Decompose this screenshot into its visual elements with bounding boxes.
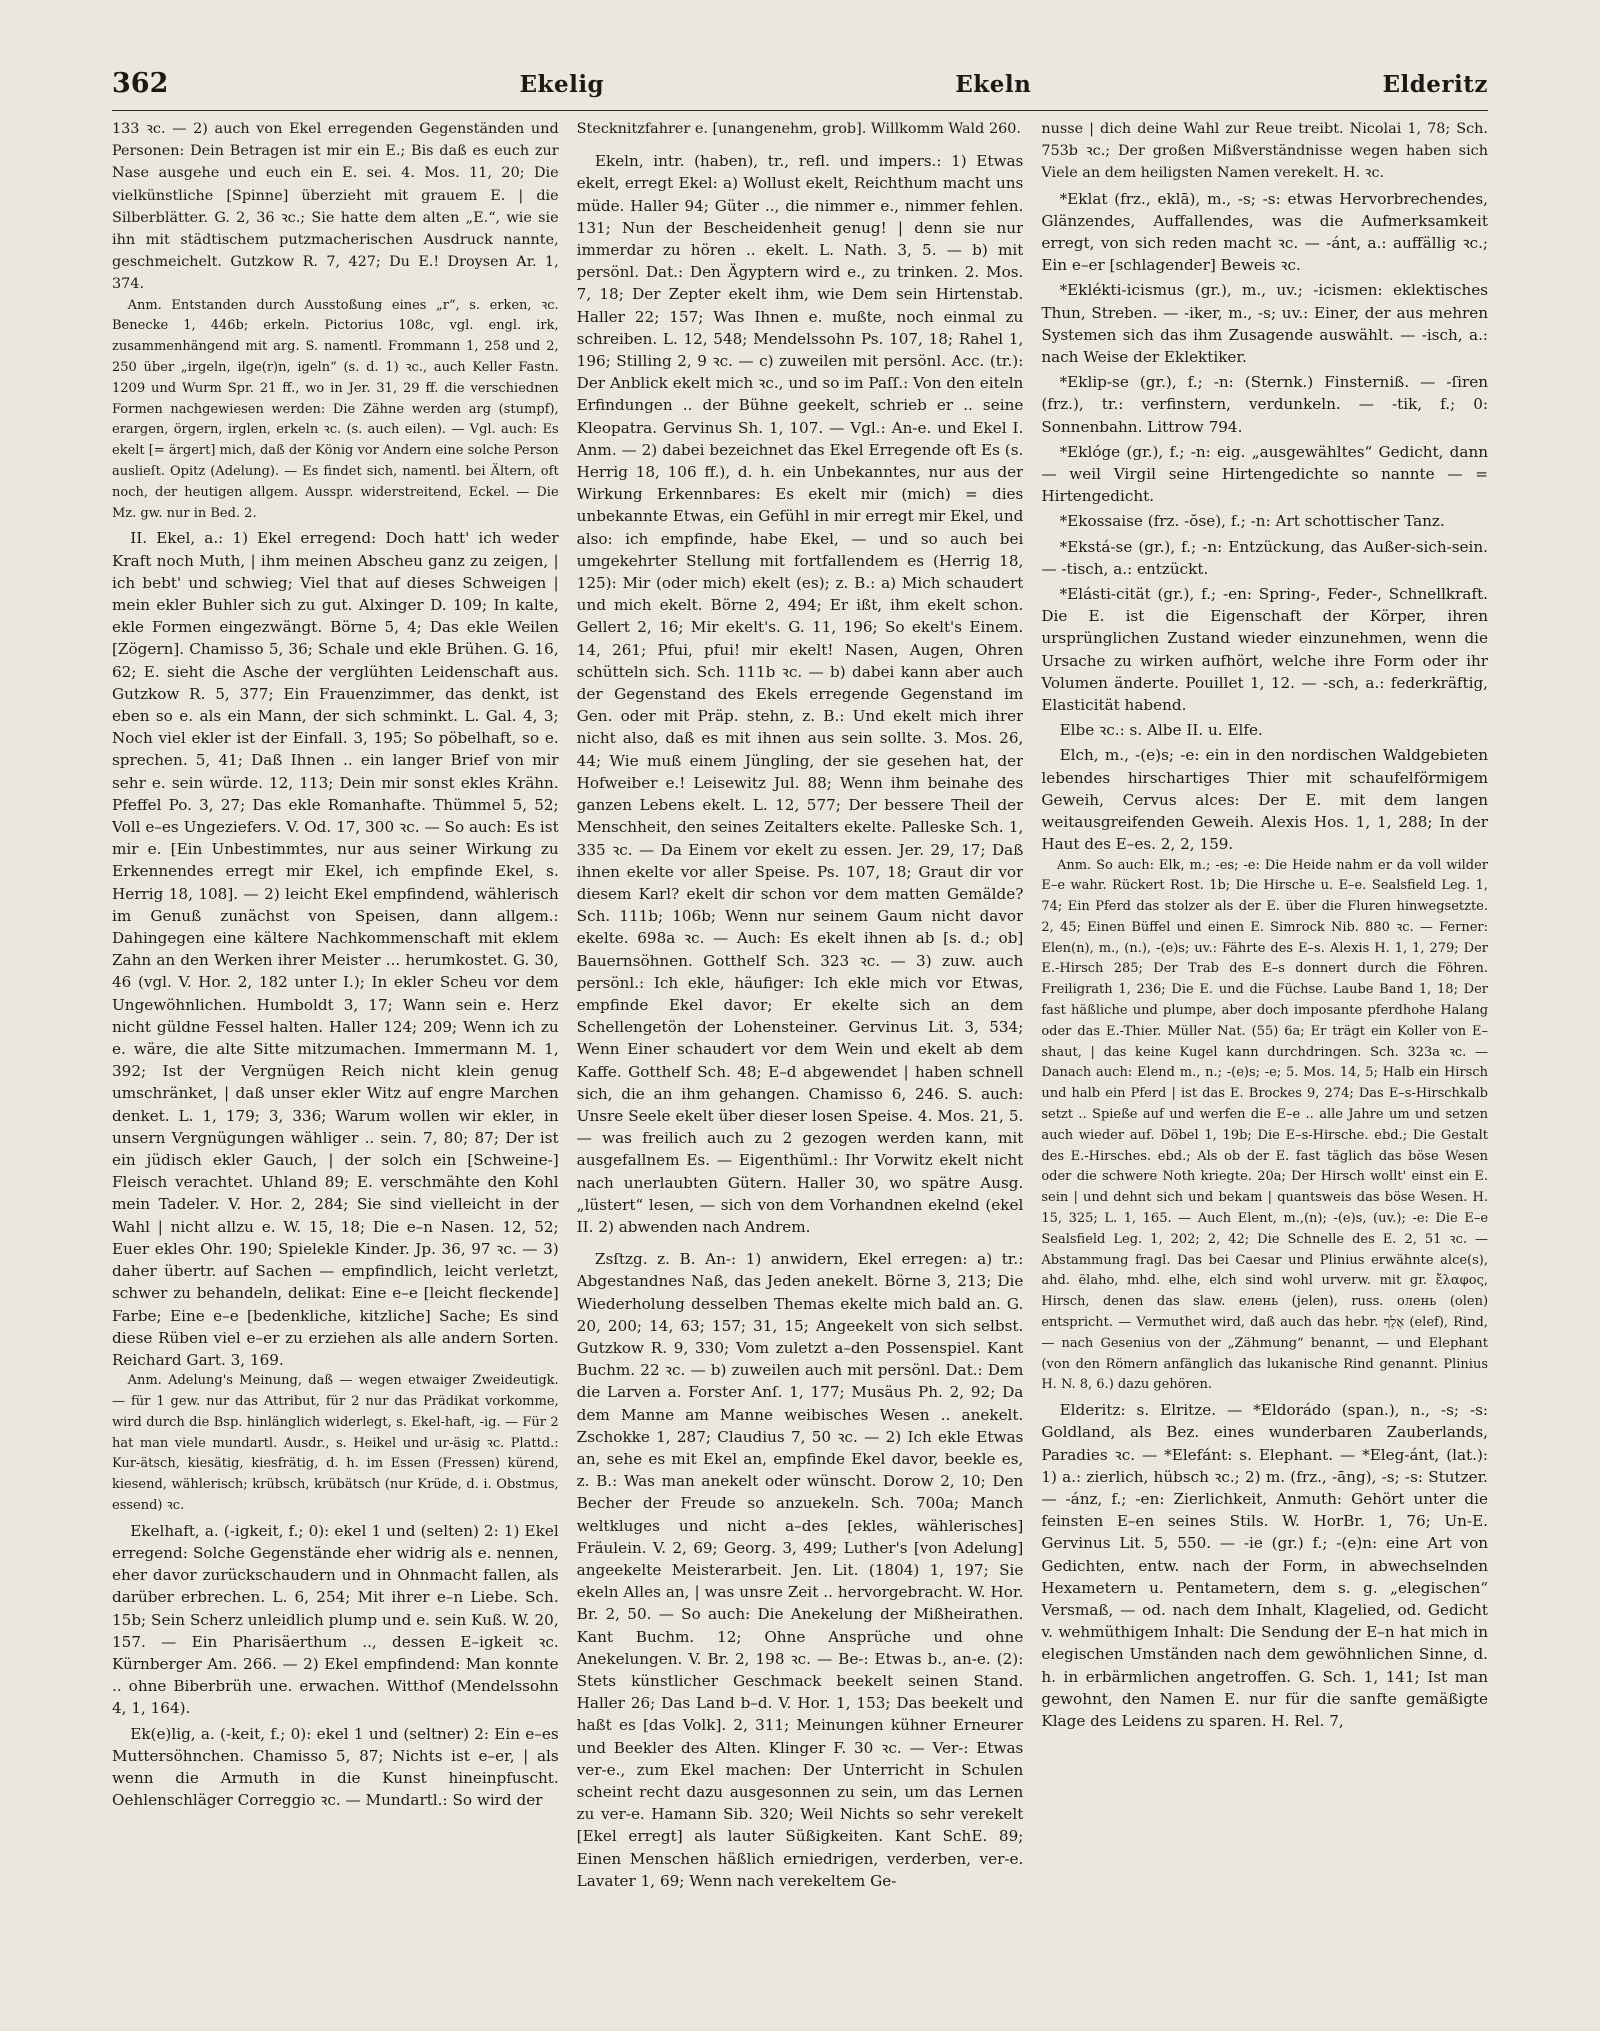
header-rule xyxy=(112,110,1488,111)
column-right xyxy=(1041,118,1488,2015)
column-middle xyxy=(577,118,1024,2015)
column-left xyxy=(112,118,559,2015)
right-catchword: Elderitz xyxy=(1382,71,1488,98)
annotation-paragraph: Anm. So auch: Elk, m.; -es; -e: Die Heide nahm er da voll wilder E–e wahr. Rückert Rost. 1b; Die Hirsche u. E–e. Sealsfield Leg. 1, 74; Ein Pferd das stolzer als der E. über die Fluren hinwegsetzte. 2, 45; Einen Büffel und einen E. Simrock Nib. 880 ꝛc. — Ferner: Elen(n), m., (n.), -(e)s; uv.: Fährte des E–s. Alexis H. 1, 1, 279; Der E.-Hirsch 285; Der Trab des E–s donnert durch die Föhren. Freiligrath 1, 236; Die E. und die Füchse. Laube Band 1, 18; Der fast häßliche und plumpe, aber doch imposante pferdhohe Halang oder das E.-Thier. Müller Nat. (55) 6a; Er trägt ein Koller von E–shaut, | das keine Kugel kann durchdringen. Sch. 323a ꝛc. — Danach auch: Elend m., n.; -(e)s; -e; 5. Mos. 14, 5; Halb ein Hirsch und halb ein Pferd | ist das E. Brockes 9, 274; Das E–s-Hirschkalb setzt .. Spieße auf und werfen die E–e .. alle Jahre um und setzen auch wieder auf. Döbel 1, 19b; Die E–s-Hirsche. ebd.; Die Gestalt des E.-Hirsches. ebd.; Als ob der E. fast täglich das böse Wesen oder die schwere Noth kriegte. 20a; Der Hirsch wollt' einst ein E. sein | und dehnt sich und bekam | quantsweis das böse Wesen. H. 15, 325; L. 1, 165. — Auch Elent, m.,(n); -(e)s, (uv.); -e: Die E–e Sealsfield Leg. 1, 202; 2, 42; Die Schnelle des E. 2, 51 ꝛc. — Abstammung fragl. Das bei Caesar und Plinius erwähnte alce(s), ahd. ëlaho, mhd. elhe, elch sind wohl urverw. mit gr. ἔλαφος, Hirsch, denen das slaw. елень (jelen), russ. олень (olen) entspricht. — Vermuthet wird, daß auch das hebr. אֶלֶף (elef), Rind, — nach Gesenius von der „Zähmung“ benannt, — und Elephant (von den Römern anfänglich das lukanische Rind genannt. Plinius H. N. 8, 6.) dazu gehören. xyxy=(1041,857,1489,1393)
left-catchword: Ekelig xyxy=(519,71,605,98)
entry-paragraph: Elderitz: s. Elritze. — *Eldorádo (span.), n., -s; -s: Goldland, als Bez. eines wunderbaren Zauberlands, Paradies ꝛc. — *Elefánt: s. Elephant. — *Eleg-ánt, (lat.): 1) a.: zierlich, hübsch ꝛc.; 2) m. (frz., -āng), -s; -s: Stutzer. — -ánz, f.; -en: Zierlichkeit, Anmuth: Gehört unter die feinsten E–en seines Stils. W. HorBr. 1, 76; Un-E. Gervinus Lit. 5, 550. — -ie (gr.) f.; -(e)n: eine Art von Gedichten, entw. nach der Form, in abwechselnden Hexametern u. Pentametern, dem s. g. „elegischen“ Versmaß, — od. nach dem Inhalt, Klagelied, od. Gedicht v. wehmüthigem Inhalt: Die Sendung der E–n hat mich in elegischen Umständen nach dem gewöhnlichen Sinne, d. h. in erbärmlichen angetroffen. G. Sch. 1, 141; Ist man gewohnt, den Namen E. nur für die sanfte gemäßigte Klage des Leidens zu sparen. H. Rel. 7, xyxy=(1041,1401,1489,1731)
entry-paragraph: *Eklóge (gr.), f.; -n: eig. „ausgewähltes“ Gedicht, dann — weil Virgil seine Hirtengedichte so nannte — = Hirtengedicht. xyxy=(1041,442,1489,506)
entry-paragraph: *Elásti-cität (gr.), f.; -en: Spring-, Feder-, Schnellkraft. Die E. ist die Eigenschaft der Körper, ihren ursprünglichen Zustand wieder einzunehmen, wenn die Ursache zu wirken aufhört, welche ihre Form oder ihr Volumen änderte. Pouillet 1, 12. — -sch, a.: federkräftig, Elasticität habend. xyxy=(1041,585,1489,715)
annotation-paragraph: Anm. Entstanden durch Ausstoßung eines „r“, s. erken, ꝛc. Benecke 1, 446b; erkeln. Pictorius 108c, vgl. engl. irk, zusammenhängend mit arg. S. namentl. Frommann 1, 258 und 2, 250 über „irgeln, ilge(r)n, igeln“ (s. d. 1) ꝛc., auch Keller Fastn. 1209 und Wurm Spr. 21 ff., wo in Jer. 31, 29 ff. die verschiednen Formen nachgewiesen werden: Die Zähne werden arg (stumpf), erargen, örgern, irglen, erkeln ꝛc. (s. auch eilen). — Vgl. auch: Es ekelt [= ärgert] mich, daß der König vor Andern eine solche Person auslieſt. Opitz (Adelung). — Es findet sich, namentl. bei Ältern, oft noch, der heutigen allgem. Ausspr. widerstreitend, Eckel. — Die Mz. gw. nur in Bed. 2. xyxy=(112,297,559,521)
center-catchword: Ekeln xyxy=(955,71,1032,98)
running-header xyxy=(112,68,1488,108)
entry-paragraph: Zsſtzg. z. B. An-: 1) anwidern, Ekel erregen: a) tr.: Abgestandnes Naß, das Jeden anekelt. Börne 3, 213; Die Wiederholung desselben Themas ekelte mich bald an. G. 20, 200; 14, 63; 157; 31, 15; Angeekelt von sich selbst. Gutzkow R. 9, 330; Vom zuletzt a–den Possenspiel. Kant Buchm. 22 ꝛc. — b) zuweilen auch mit persönl. Dat.: Dem die Larven a. Forster Anſ. 1, 177; Musäus Ph. 2, 92; Da dem Manne am Manne weibisches Wesen .. anekelt. Zschokke 1, 287; Claudius 7, 50 ꝛc. — 2) Ich ekle Etwas an, sehe es mit Ekel an, empfinde Ekel davor, beekle es, z. B.: Was man anekelt oder wünscht. Dorow 2, 10; Den Becher der Freude so anzuekeln. Sch. 700a; Manch weltkluges und nicht a–des [ekles, wählerisches] Fräulein. V. 2, 69; Georg. 3, 499; Luther's [von Adelung] angeekelte Meisterarbeit. Jen. Lit. (1804) 1, 197; Sie ekeln Alles an, | was unsre Zeit .. hervorgebracht. W. Hor. Br. 2, 50. — So auch: Die Anekelung der Mißheirathen. Kant Buchm. 12; Ohne Ansprüche und ohne Anekelungen. V. Br. 2, 198 ꝛc. — Be-: Etwas b., an-e. (2): Stets künstlicher Geschmack beekelt seinen Stand. Haller 26; Das Land b–d. V. Hor. 1, 153; Das beekelt und haßt es [das Volk]. 2, 311; Meinungen kühner Erneurer und Beekler des Alten. Klinger F. 30 ꝛc. — Ver-: Etwas ver-e., zum Ekel machen: Der Unterricht in Schulen scheint recht dazu ausgesonnen zu sein, um das Lernen zu ver-e. Hamann Sib. 320; Weil Nichts so sehr verekelt [Ekel erregt] als lauter Süßigkeiten. Kant SchE. 89; Einen Menschen häßlich erniedrigen, verderben, ver-e. Lavater 1, 69; Wenn nach verekeltem Ge- xyxy=(576,1250,1024,1890)
page-number: 362 xyxy=(112,68,169,99)
entry-paragraph: *Eklékti-icismus (gr.), m., uv.; -icismen: eklektisches Thun, Streben. — -iker, m., -s; uv.: Einer, der aus mehren Systemen sich das ihm Zusagende auswählt. — -isch, a.: nach Weise der Eklektiker. xyxy=(1041,281,1489,367)
annotation-paragraph: Anm. Adelung's Meinung, daß — wegen etwaiger Zweideutigk. — für 1 gew. nur das Attribut, für 2 nur das Prädikat vorkomme, wird durch die Bsp. hinlänglich widerlegt, s. Ekel-haft, -ig. — Für 2 hat man viele mundartl. Ausdr., s. Heikel und ur-äsig ꝛc. Plattd.: Kur-ätsch, kiesätig, kiesfrätig, d. h. im Essen (Fressen) kürend, kiesend, wählerisch; krübsch, krübätsch (nur Krüde, d. i. Obstmus, essend) ꝛc. xyxy=(112,1373,559,1513)
entry-paragraph: Stecknitzfahrer e. [unangenehm, grob]. Willkomm Wald 260. xyxy=(576,121,1021,137)
entry-paragraph: *Eklat (frz., eklā), m., -s; -s: etwas Hervorbrechendes, Glänzendes, Auffallendes, was die Aufmerksamkeit erregt, von sich reden macht ꝛc. — -ánt, a.: auffällig ꝛc.; Ein e–er [schlagender] Beweis ꝛc. xyxy=(1041,189,1489,275)
text-columns xyxy=(112,118,1488,2015)
entry-paragraph: 133 ꝛc. — 2) auch von Ekel erregenden Gegenständen und Personen: Dein Betragen ist mir ein E.; Bis daß es euch zur Nase ausgehe und euch ein E. sei. 4. Mos. 11, 20; Die vielkünstliche [Spinne] überzieht mit grauem E. | die Silberblätter. G. 2, 36 ꝛc.; Sie hatte dem alten „E.“, wie sie ihn mit städtischem putzmacherischen Ausdruck nannte, geschmeichelt. Gutzkow R. 7, 427; Du E.! Droysen Ar. 1, 374. xyxy=(112,121,559,293)
entry-paragraph: Elch, m., -(e)s; -e: ein in den nordischen Waldgebieten lebendes hirschartiges Thier mit schaufelförmigem Geweih, Cervus alces: Der E. mit dem langen weitausgreifenden Geweih. Alexis Hos. 1, 1, 288; In der Haut des E–es. 2, 2, 159. xyxy=(1041,746,1489,854)
entry-paragraph: Ekeln, intr. (haben), tr., refl. und impers.: 1) Etwas ekelt, erregt Ekel: a) Wollust ekelt, Reichthum macht uns müde. Haller 94; Güter .., die nimmer e., nimmer fehlen. 131; Nun der Bescheidenheit genug! | denn sie nur immerdar zu hören .. ekelt. L. Nath. 3, 5. — b) mit persönl. Dat.: Den Ägyptern wird e., zu trinken. 2. Mos. 7, 18; Der Zepter ekelt ihm, wie Dem sein Hirtenstab. Haller 22; 157; Was Ihnen e. mußte, noch einmal zu schreiben. L. 12, 548; Mendelssohn Ps. 107, 18; Rahel 1, 196; Stilling 2, 9 ꝛc. — c) zuweilen mit persönl. Acc. (tr.): Der Anblick ekelt mich ꝛc., und so im Paſſ.: Von den eiteln Erfindungen .. der Bühne geekelt, schrieb er .. seine Kleopatra. Gervinus Sh. 1, 107. — Vgl.: An-e. und Ekel I. Anm. — 2) dabei bezeichnet das Ekel Erregende oft Es (s. Herrig 18, 106 ff.), d. h. ein Unbekanntes, nur aus der Wirkung Erkennbares: Es ekelt mir (mich) = dies unbekannte Etwas, ein Gefühl in mir erregt mir Ekel, und also: ich empfinde, habe Ekel, — und so auch bei umgekehrter Stellung mit fortfallendem es (Herrig 18, 125): Mir (oder mich) ekelt (es); z. B.: a) Mich schaudert und mich ekelt. Börne 2, 494; Er ißt, ihm ekelt schon. Gellert 2, 16; Mir ekelt's. G. 11, 196; So ekelt's Einem. 14, 261; Pfui, pfui! mir ekelt! Nasen, Augen, Ohren schütteln sich. Sch. 111b ꝛc. — b) dabei kann aber auch der Gegenstand des Ekels erregende Gegenstand im Gen. oder mit Präp. stehn, z. B.: Und ekelt mich ihrer nicht also, daß es mit ihnen aus sein sollte. 3. Mos. 26, 44; Wie muß einem Jüngling, der sie gesehen hat, der Hofweiber e.! Leisewitz Jul. 88; Wenn ihm beinahe des ganzen Lebens ekelt. L. 12, 577; Der bessere Theil der Menschheit, den seines Zeitalters ekelte. Palleske Sch. 1, 335 ꝛc. — Da Einem vor ekelt zu essen. Jer. 29, 17; Daß ihnen ekelte vor aller Speise. Ps. 107, 18; Graut dir vor diesem Karl? ekelt dir schon vor dem matten Gemälde? Sch. 111b; 106b; Wenn nur seinem Gaum nicht davor ekelte. 698a ꝛc. — Auch: Es ekelt ihnen ab [s. d.; ob] Bauernsöhnen. Gotthelf Sch. 323 ꝛc. — 3) zuw. auch persönl.: Ich ekle, häufiger: Ich ekle mich vor Etwas, empfinde Ekel davor; Er ekelte sich an dem Schellengetön der Lohensteiner. Gervinus Lit. 3, 534; Wenn Einer schaudert vor dem Wein und ekelt ab dem Kaffe. Gotthelf Sch. 48; E–d abgewendet | haben schnell sich, die an ihm gehangen. Chamisso 6, 246. S. auch: Unsre Seele ekelt über dieser losen Speise. 4. Mos. 21, 5. — was freilich auch zu 2 gezogen werden kann, mit ausgefallnem Es. — Eigenthüml.: Ihr Vorwitz ekelt nicht nach unerlaubten Gütern. Haller 30, wo spätre Ausg. „lüstert“ lesen, — sich von dem Vorhandnen ekelnd (ekel II. 2) abwenden nach Andrem. xyxy=(576,152,1024,1236)
entry-paragraph: Ek(e)lig, a. (-keit, f.; 0): ekel 1 und (seltner) 2: Ein e–es Muttersöhnchen. Chamisso 5, 87; Nichts ist e–er, | als wenn die Armuth in die Kunst hineinpfuscht. Oehlenschläger Correggio ꝛc. — Mundartl.: So wird der xyxy=(112,1724,559,1810)
entry-paragraph: nusse | dich deine Wahl zur Reue treibt. Nicolai 1, 78; Sch. 753b ꝛc.; Der großen Mißverständnisse wegen haben sich Viele an dem heiligsten Namen verekelt. H. ꝛc. xyxy=(1041,121,1489,182)
entry-paragraph: *Ekossaise (frz. -ŏse), f.; -n: Art schottischer Tanz. xyxy=(1059,512,1445,531)
entry-paragraph: II. Ekel, a.: 1) Ekel erregend: Doch hatt' ich weder Kraft noch Muth, | ihm meinen Abscheu ganz zu zeigen, | ich bebt' und schwieg; Viel that auf dieses Schweigen | mein ekler Buhler sich zu gut. Alxinger D. 109; In kalte, ekle Formen eingezwängt. Börne 5, 4; Das ekle Weilen [Zögern]. Chamisso 5, 36; Schale und ekle Brühen. G. 16, 62; E. sieht die Asche der verglühten Leidenschaft aus. Gutzkow R. 5, 377; Ein Frauenzimmer, das denkt, ist eben so e. als ein Mann, der sich schminkt. L. Gal. 4, 3; Noch viel ekler ist der Einfall. 3, 195; So pöbelhaft, so e. sprechen. 5, 41; Daß Ihnen .. ein langer Brief von mir sehr e. sein würde. 12, 113; Dein mir sonst ekles Krähn. Pfeffel Po. 3, 27; Das ekle Romanhafte. Thümmel 5, 52; Voll e–es Ungeziefers. V. Od. 17, 300 ꝛc. — So auch: Es ist mir e. [Ein Unbestimmtes, nur aus seiner Wirkung zu Erkennendes erregt mir Ekel, ich empfinde Ekel, s. Herrig 18, 108]. — 2) leicht Ekel empfindend, wählerisch im Genuß zunächst von Speisen, dann allgem.: Dahingegen eine kältere Nachkommenschaft mit eklem Zahn an den Werken ihrer Meister ... herumkostet. G. 30, 46 (vgl. V. Hor. 2, 182 unter I.); In ekler Scheu vor dem Ungewöhnlichen. Humboldt 3, 17; Wann sein e. Herz nicht güldne Fessel halten. Haller 124; 209; Wenn ich zu e. wäre, die alte Sitte mitzumachen. Immermann M. 1, 392; Ist der Vergnügen Reich nicht klein genug umschränket, | daß unser ekler Witz auf engre Marchen denket. L. 1, 179; 3, 336; Warum wollen wir ekler, in unsern Vergnügungen wähliger .. sein. 7, 80; 87; Der ist ein jüdisch ekler Gauch, | der solch ein [Schweine-] Fleisch verachtet. Uhland 89; E. verschmähte den Kohl mein Tadeler. V. Hor. 2, 284; Sie sind vielleicht in der Wahl | nicht allzu e. W. 15, 18; Die e–n Nasen. 12, 52; Euer ekles Ohr. 190; Spielekle Kinder. Jp. 36, 97 ꝛc. — 3) daher übertr. auf Sachen — empfindlich, leicht verletzt, schwer zu behandeln, delikat: Eine e–e [leicht fleckende] Farbe; Eine e–e [bedenkliche, kitzliche] Sache; Es sind diese Rüben viel e–er zu erziehen als alle andern Sorten. Reichard Gart. 3, 169. xyxy=(112,529,559,1369)
entry-paragraph: *Ekstá-se (gr.), f.; -n: Entzückung, das Außer-sich-sein. — -tisch, a.: entzückt. xyxy=(1041,537,1489,578)
entry-paragraph: *Eklip-se (gr.), f.; -n: (Sternk.) Finsterniß. — -ſiren (frz.), tr.: verfinstern, verdunkeln. — -tik, f.; 0: Sonnenbahn. Littrow 794. xyxy=(1041,373,1489,436)
entry-paragraph: Elbe ꝛc.: s. Albe II. u. Elfe. xyxy=(1059,721,1263,740)
entry-paragraph: Ekelhaft, a. (-igkeit, f.; 0): ekel 1 und (selten) 2: 1) Ekel erregend: Solche Gegenstände eher widrig als e. nennen, eher davor zurückschaudern und in Ohnmacht fallen, als darüber erbrechen. L. 6, 254; Mit ihrer e–n Liebe. Sch. 15b; Sein Scherz unleidlich plump und e. sein Kuß. W. 20, 157. — Ein Pharisäerthum .., dessen E–igkeit ꝛc. Kürnberger Am. 266. — 2) Ekel empfindend: Man konnte .. ohne Biberbrüh une. erwachen. Witthof (Mendelssohn 4, 1, 164). xyxy=(112,1521,559,1718)
